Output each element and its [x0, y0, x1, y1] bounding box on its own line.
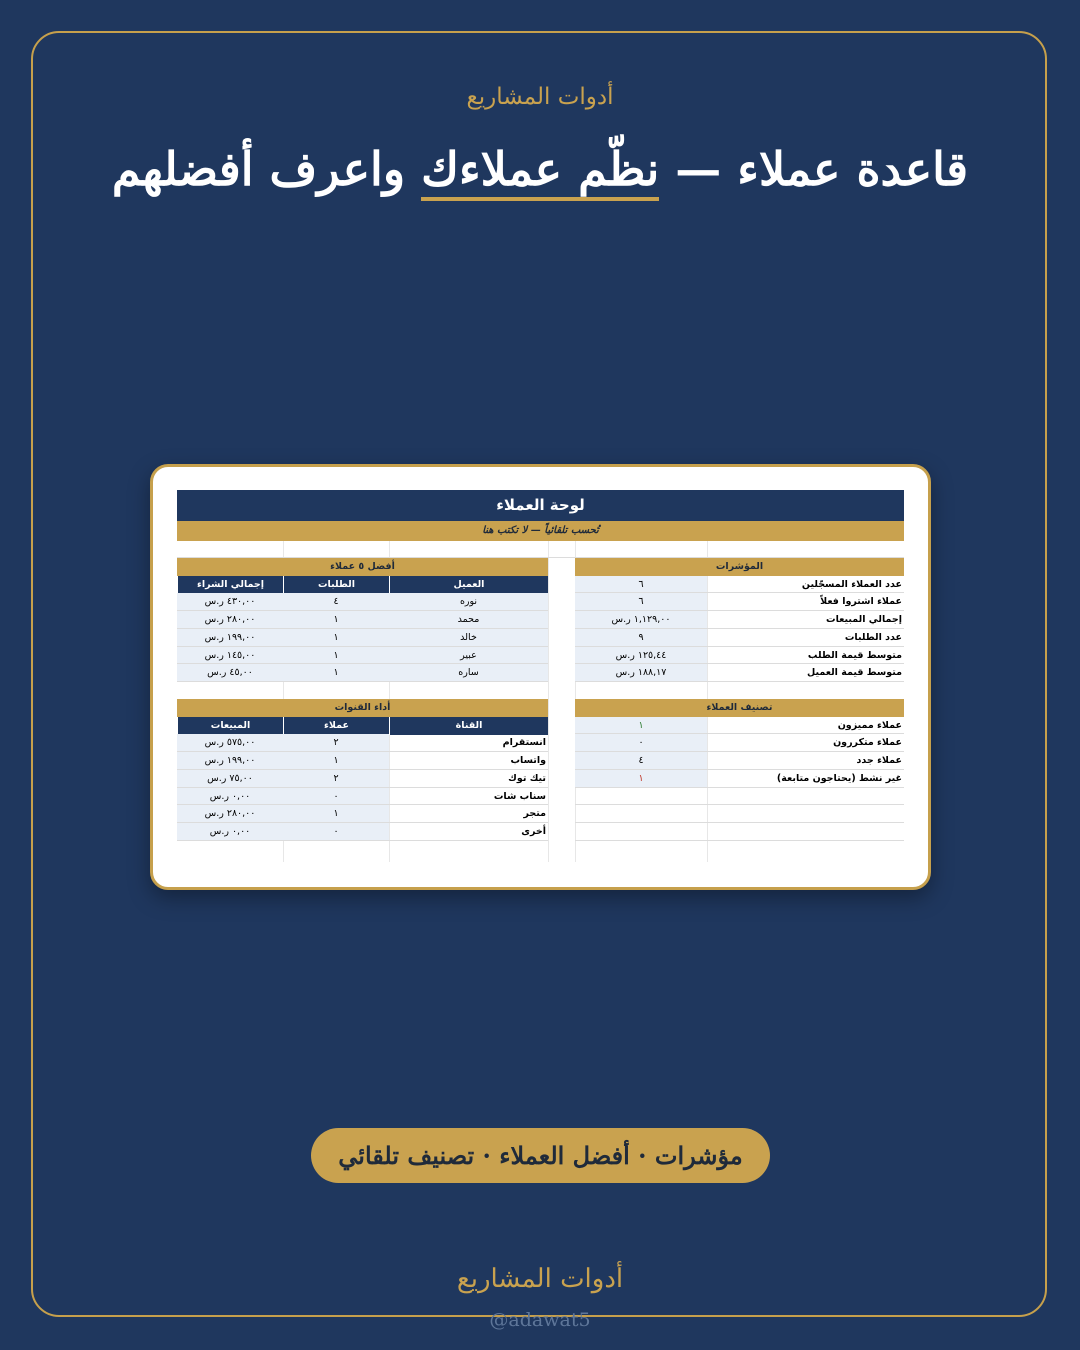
top5-header: أفضل ٥ عملاء	[177, 558, 548, 576]
channel-cell: ٢	[283, 734, 389, 752]
page-title	[0, 134, 1080, 204]
top5-cell: ١٩٩,٠٠ ر.س	[177, 629, 283, 647]
kpi-value: ٦	[575, 576, 707, 594]
channels-column-header: عملاء	[283, 717, 389, 735]
top5-section	[177, 558, 548, 684]
grid-line	[575, 822, 904, 823]
grid-line	[575, 840, 904, 841]
top5-column-header: إجمالي الشراء	[177, 576, 283, 594]
top5-cell: عبير	[389, 647, 548, 665]
channel-cell: ٧٥,٠٠ ر.س	[177, 770, 283, 788]
kpi-section	[575, 558, 904, 684]
channels-column-header: المبيعات	[177, 717, 283, 735]
segment-label: عملاء مميزون	[837, 719, 902, 731]
kpi-header: المؤشرات	[575, 558, 904, 576]
kpi-value: ٦	[575, 593, 707, 611]
kpi-value: ٩	[575, 629, 707, 647]
channel-cell: ٢٨٠,٠٠ ر.س	[177, 805, 283, 823]
top5-cell: محمد	[389, 611, 548, 629]
segments-section	[575, 699, 904, 789]
kpi-label: متوسط قيمة الطلب	[807, 649, 902, 661]
spreadsheet	[177, 490, 904, 862]
channel-cell: ٠	[283, 788, 389, 806]
grid-line	[177, 840, 548, 841]
channels-header: أداء القنوات	[177, 699, 548, 717]
top5-cell: ١	[283, 629, 389, 647]
top5-cell: ساره	[389, 664, 548, 682]
sheet-title: لوحة العملاء	[177, 490, 904, 521]
kpi-label: عدد الطلبات	[844, 631, 902, 643]
top5-cell: ١٤٥,٠٠ ر.س	[177, 647, 283, 665]
kpi-label: عملاء اشتروا فعلاً	[820, 596, 902, 608]
title-part-2: واعرف أفضلهم	[111, 142, 422, 196]
top5-column-header: العميل	[389, 576, 548, 594]
segment-value: ٤	[575, 752, 707, 770]
channels-column-header: القناة	[389, 717, 548, 735]
grid-line	[548, 541, 549, 862]
top5-cell: ١	[283, 647, 389, 665]
segment-value: ١	[575, 717, 707, 735]
segment-label: عملاء جدد	[856, 755, 902, 767]
grid-line	[575, 787, 904, 788]
kpi-label: عدد العملاء المسجّلين	[801, 578, 902, 590]
sheet-subtitle: تُحسب تلقائياً — لا تكتب هنا	[177, 521, 904, 541]
segment-value: ١	[575, 770, 707, 788]
top5-cell: نوره	[389, 593, 548, 611]
grid-line	[575, 804, 904, 805]
top5-cell: ٤	[283, 593, 389, 611]
kpi-label: متوسط قيمة العميل	[807, 667, 902, 679]
kpi-value: ١٢٥,٤٤ ر.س	[575, 647, 707, 665]
top5-cell: ١	[283, 664, 389, 682]
channel-cell: ١	[283, 752, 389, 770]
title-part-1: قاعدة عملاء —	[659, 142, 969, 196]
grid-line	[575, 681, 904, 682]
channel-cell: ٠	[283, 823, 389, 841]
channel-name: متجر	[523, 808, 546, 820]
channel-name: انستقرام	[502, 737, 546, 749]
grid-line	[177, 681, 548, 682]
segment-value: ٠	[575, 734, 707, 752]
channel-cell: ٥٧٥,٠٠ ر.س	[177, 734, 283, 752]
segment-label: عملاء متكررون	[833, 737, 902, 749]
channel-name: تيك توك	[508, 772, 546, 784]
channel-cell: ٢	[283, 770, 389, 788]
top5-cell: ٤٥,٠٠ ر.س	[177, 664, 283, 682]
channel-cell: ٠,٠٠ ر.س	[177, 823, 283, 841]
channel-name: سناب شات	[493, 790, 546, 802]
segments-header: تصنيف العملاء	[575, 699, 904, 717]
top5-cell: ٤٣٠,٠٠ ر.س	[177, 593, 283, 611]
brand-top: أدوات المشاريع	[466, 84, 614, 110]
features-pill: مؤشرات · أفضل العملاء · تصنيف تلقائي	[311, 1128, 770, 1183]
kpi-value: ١,١٢٩,٠٠ ر.س	[575, 611, 707, 629]
kpi-label: إجمالي المبيعات	[826, 614, 902, 626]
channels-section	[177, 699, 548, 843]
channel-cell: ١	[283, 805, 389, 823]
brand-bottom: أدوات المشاريع	[456, 1264, 624, 1294]
title-highlight: نظّم عملاءك	[421, 141, 659, 201]
channel-name: أخرى	[521, 825, 546, 837]
channel-cell: ١٩٩,٠٠ ر.س	[177, 752, 283, 770]
top5-cell: خالد	[389, 629, 548, 647]
top5-cell: ١	[283, 611, 389, 629]
social-handle: @adawat5	[489, 1309, 591, 1331]
kpi-value: ١٨٨,١٧ ر.س	[575, 664, 707, 682]
segment-label: غير نشط (يحتاجون متابعة)	[776, 772, 902, 784]
channel-name: واتساب	[510, 755, 546, 767]
top5-cell: ٢٨٠,٠٠ ر.س	[177, 611, 283, 629]
top5-column-header: الطلبات	[283, 576, 389, 594]
channel-cell: ٠,٠٠ ر.س	[177, 788, 283, 806]
